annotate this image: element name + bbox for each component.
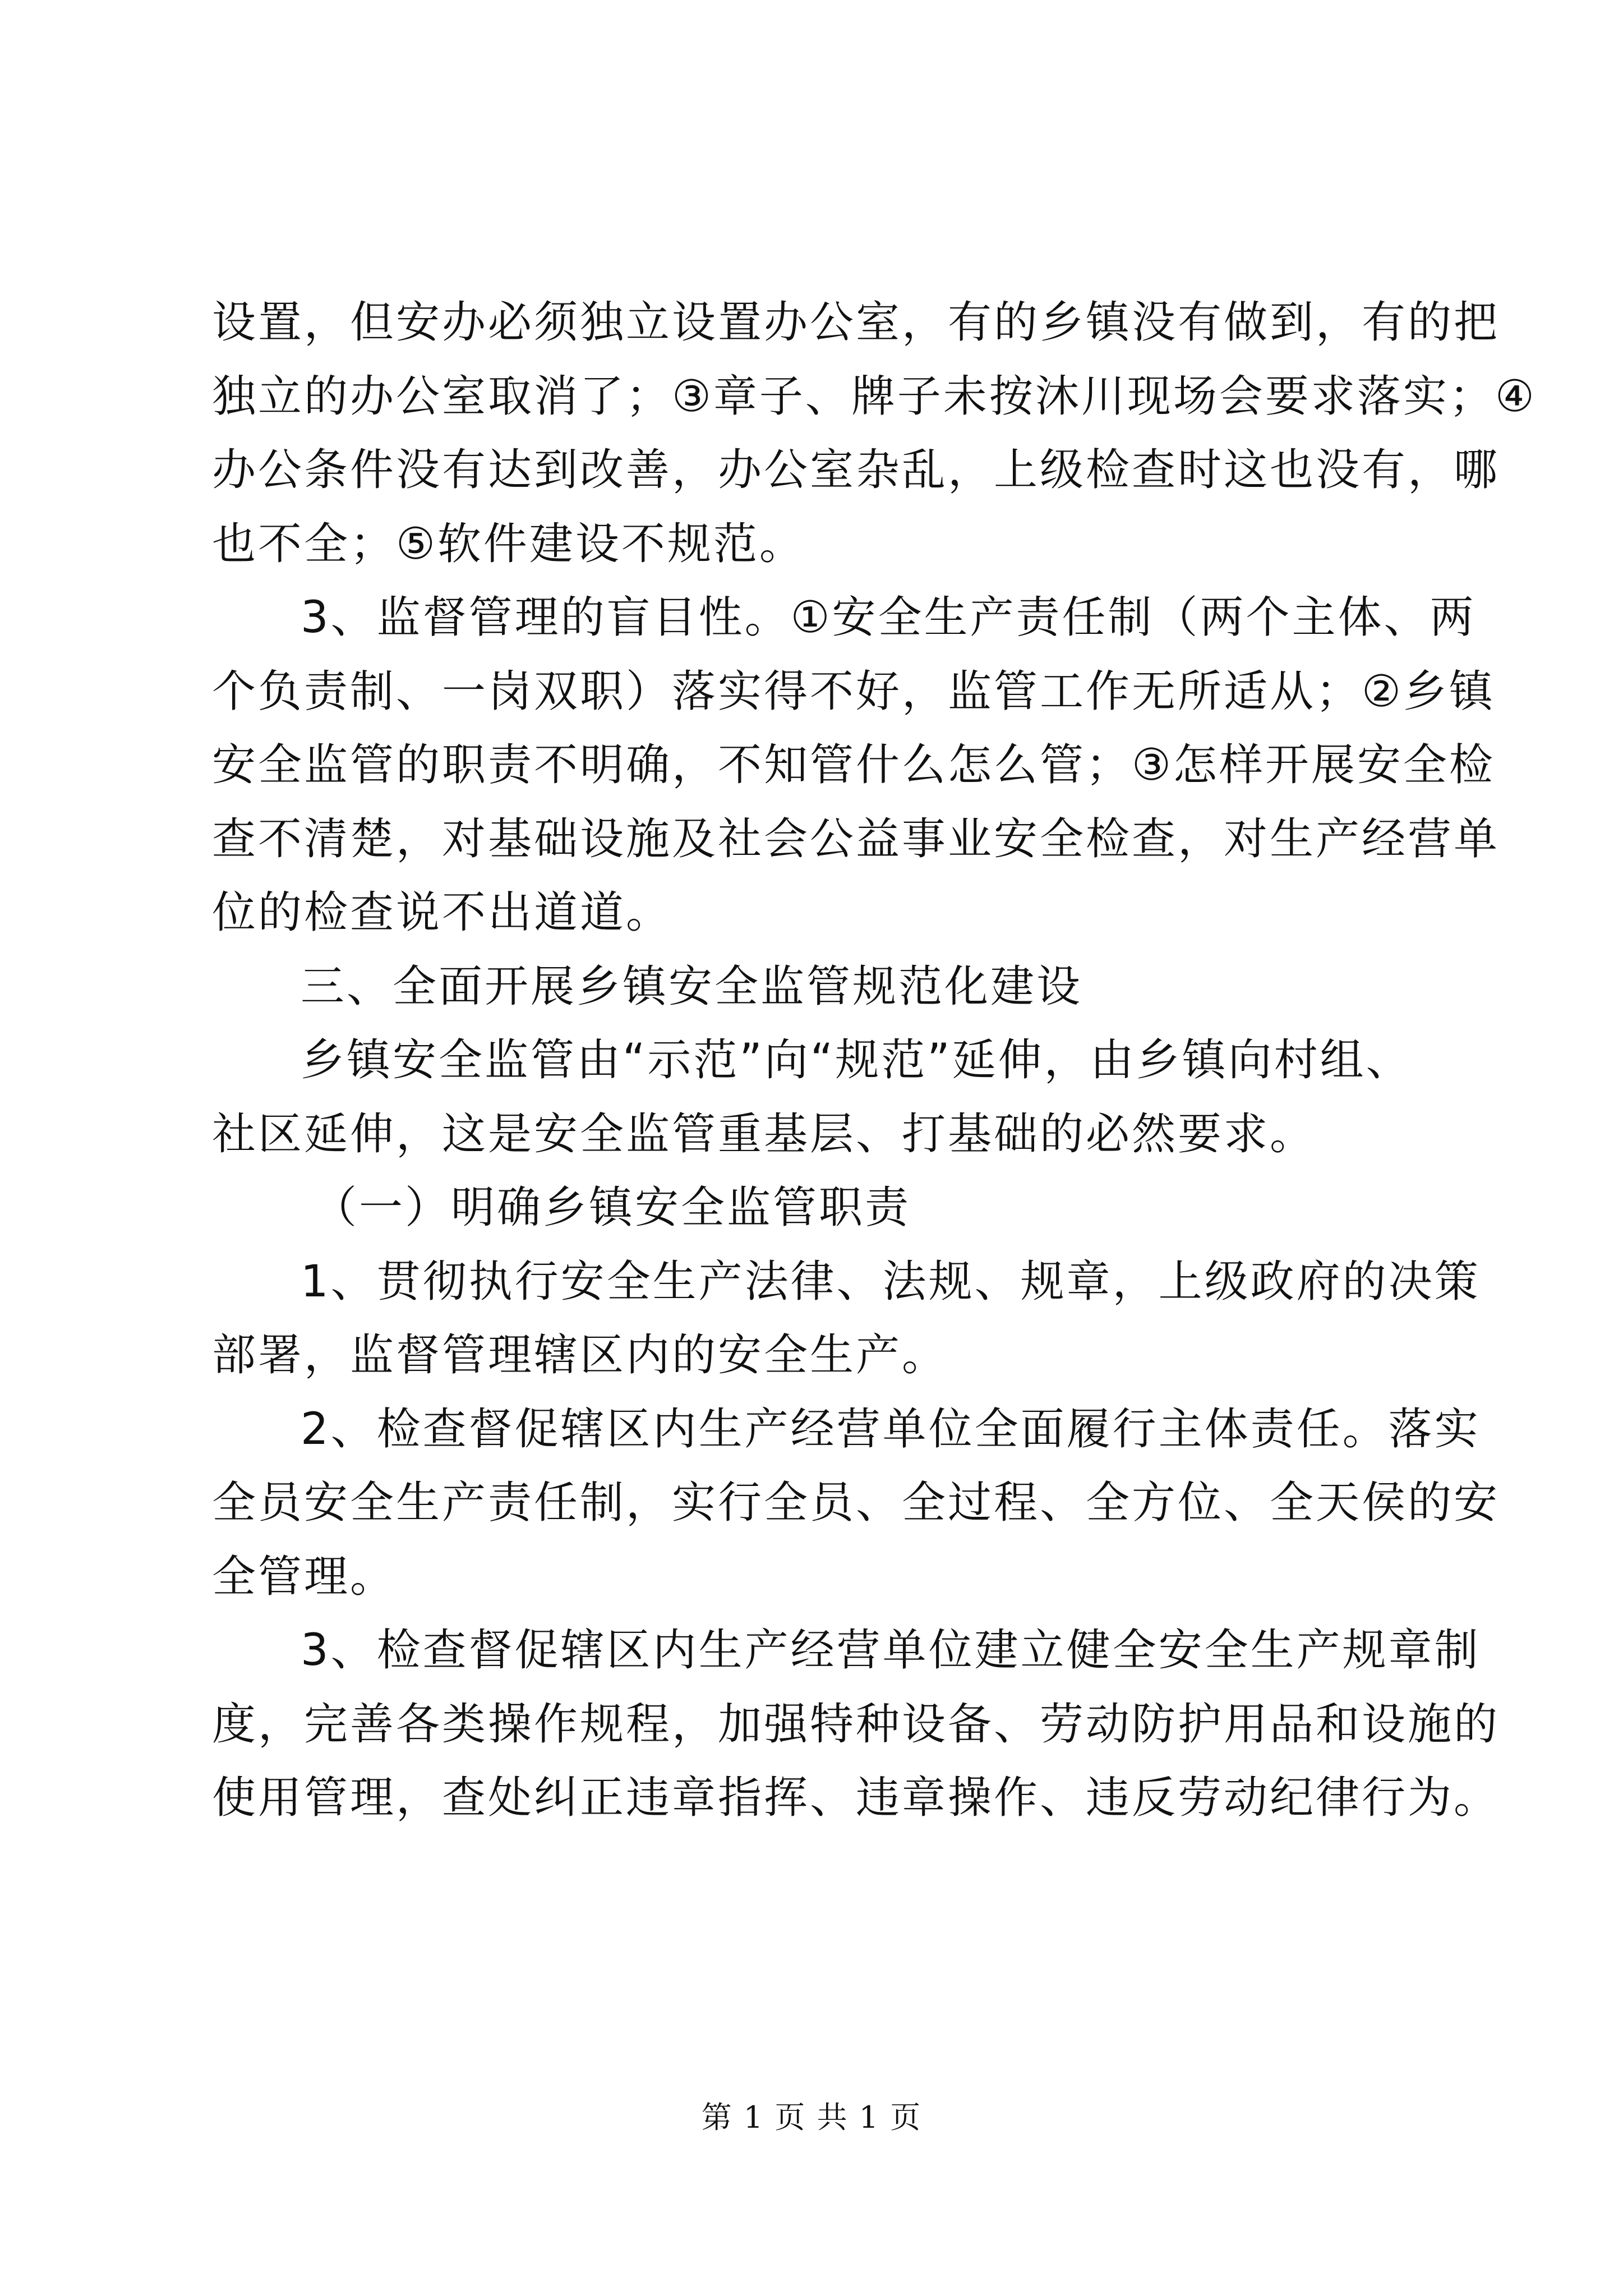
paragraph-first-line: 乡镇安全监管由“示范”向“规范”延伸，由乡镇向村组、	[301, 1035, 1412, 1085]
text-line: 全员安全生产责任制，实行全员、全过程、全方位、全天侯的安	[212, 1478, 1500, 1528]
paragraph-first-line: 2、检查督促辖区内生产经营单位全面履行主体责任。落实	[301, 1404, 1481, 1455]
text-line: 部署，监督管理辖区内的安全生产。	[212, 1330, 948, 1381]
document-body	[212, 286, 1537, 1835]
text-line: 社区延伸，这是安全监管重基层、打基础的必然要求。	[212, 1108, 1316, 1159]
text-line: 度，完善各类操作规程，加强特种设备、劳动防护用品和设施的	[212, 1699, 1500, 1750]
paragraph-first-line: 3、监督管理的盲目性。①安全生产责任制（两个主体、两	[301, 592, 1476, 643]
text-line: 全管理。	[212, 1551, 396, 1602]
text-line: 个负责制、一岗双职）落实得不好，监管工作无所适从；②乡镇	[212, 666, 1495, 717]
text-line: 设置，但安办必须独立设置办公室，有的乡镇没有做到，有的把	[212, 297, 1500, 348]
subsection-heading: （一）明确乡镇安全监管职责	[313, 1182, 911, 1233]
page-number-footer: 第 1 页 共 1 页	[701, 2100, 922, 2135]
text-line: 位的检查说不出道道。	[212, 887, 672, 938]
paragraph-first-line: 1、贯彻执行安全生产法律、法规、规章，上级政府的决策	[301, 1256, 1481, 1307]
text-line: 独立的办公室取消了；③章子、牌子未按沐川现场会要求落实；④	[212, 371, 1537, 422]
text-line: 查不清楚，对基础设施及社会公益事业安全检查，对生产经营单	[212, 813, 1500, 864]
text-line: 也不全；⑤软件建设不规范。	[212, 518, 805, 569]
paragraph-first-line: 3、检查督促辖区内生产经营单位建立健全安全生产规章制	[301, 1625, 1481, 1676]
text-line: 办公条件没有达到改善，办公室杂乱，上级检查时这也没有，哪	[212, 445, 1500, 495]
text-line: 使用管理，查处纠正违章指挥、违章操作、违反劳动纪律行为。	[212, 1773, 1500, 1823]
text-line: 安全监管的职责不明确，不知管什么怎么管；③怎样开展安全检	[212, 740, 1495, 790]
section-heading: 三、全面开展乡镇安全监管规范化建设	[301, 961, 1083, 1012]
